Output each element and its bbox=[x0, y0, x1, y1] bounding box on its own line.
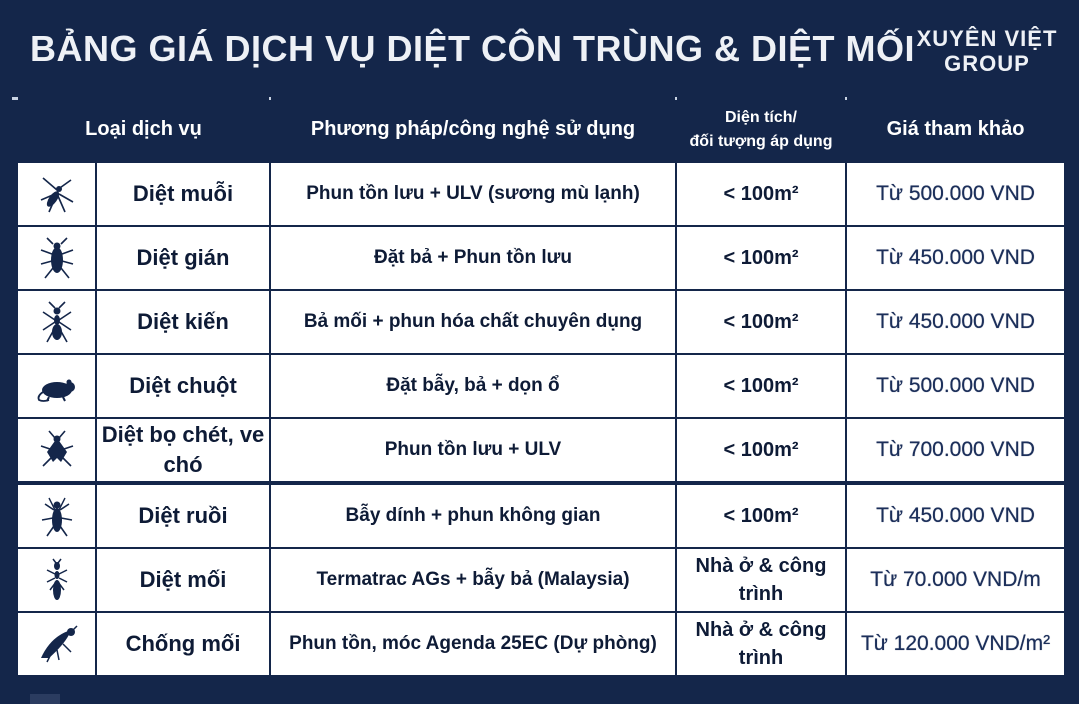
service-method: Termatrac AGs + bẫy bả (Malaysia) bbox=[316, 569, 630, 590]
service-area: < 100m² bbox=[723, 375, 799, 397]
service-area: < 100m² bbox=[723, 183, 799, 205]
column-divider bbox=[95, 291, 97, 353]
winged-termite-icon bbox=[18, 613, 95, 675]
cockroach-icon bbox=[18, 227, 95, 289]
service-area: < 100m² bbox=[723, 505, 799, 527]
service-price: Từ 500.000 VND bbox=[876, 374, 1035, 397]
column-divider bbox=[269, 613, 271, 675]
service-method: Bả mối + phun hóa chất chuyên dụng bbox=[303, 311, 643, 332]
column-divider bbox=[675, 163, 677, 225]
table-row bbox=[18, 419, 1064, 481]
column-divider bbox=[95, 355, 97, 417]
table-row bbox=[18, 355, 1064, 417]
header-area bbox=[677, 97, 845, 162]
column-divider bbox=[675, 227, 677, 289]
column-divider bbox=[675, 291, 677, 353]
rat-icon bbox=[18, 355, 95, 417]
flea-icon bbox=[18, 419, 95, 481]
service-area: Nhà ở & công trình bbox=[695, 619, 827, 669]
table-row bbox=[18, 291, 1064, 353]
price-table bbox=[12, 97, 1064, 676]
service-name: Chống mối bbox=[125, 631, 241, 656]
termite-icon bbox=[18, 549, 95, 611]
service-price: Từ 500.000 VND bbox=[876, 182, 1035, 205]
service-name: Diệt kiến bbox=[137, 309, 229, 334]
service-name: Diệt ruồi bbox=[138, 503, 228, 528]
service-method: Phun tồn lưu + ULV bbox=[384, 439, 562, 460]
service-name: Diệt chuột bbox=[129, 373, 237, 398]
column-divider bbox=[95, 163, 97, 225]
column-divider bbox=[845, 419, 847, 481]
column-divider bbox=[269, 485, 271, 547]
service-method: Phun tồn lưu + ULV (sương mù lạnh) bbox=[306, 183, 640, 204]
page-title: BẢNG GIÁ DỊCH VỤ DIỆT CÔN TRÙNG & DIỆT MỐI bbox=[30, 28, 915, 69]
header-service: Loại dịch vụ bbox=[18, 97, 269, 162]
column-divider bbox=[845, 613, 847, 675]
table-row bbox=[18, 613, 1064, 675]
column-divider bbox=[675, 419, 677, 481]
service-area: < 100m² bbox=[723, 311, 799, 333]
header-price: Giá tham khảo bbox=[847, 97, 1064, 162]
footer-fragment bbox=[30, 694, 60, 704]
table-row bbox=[18, 485, 1064, 547]
service-price: Từ 120.000 VND/m² bbox=[860, 632, 1051, 655]
column-divider bbox=[845, 227, 847, 289]
column-divider bbox=[675, 549, 677, 611]
column-divider bbox=[845, 163, 847, 225]
column-divider bbox=[95, 227, 97, 289]
service-price: Từ 450.000 VND bbox=[876, 310, 1035, 333]
column-divider bbox=[95, 549, 97, 611]
service-name: Diệt gián bbox=[136, 245, 230, 270]
service-price: Từ 700.000 VND bbox=[876, 438, 1035, 461]
column-divider bbox=[675, 485, 677, 547]
column-divider bbox=[845, 485, 847, 547]
header-area-line-2: đối tượng áp dụng bbox=[689, 132, 833, 150]
fly-icon bbox=[18, 485, 95, 547]
brand-logo bbox=[912, 26, 1062, 76]
column-divider bbox=[95, 419, 97, 481]
column-divider bbox=[845, 549, 847, 611]
service-price: Từ 450.000 VND bbox=[876, 246, 1035, 269]
column-divider bbox=[845, 291, 847, 353]
service-method: Bẫy dính + phun không gian bbox=[345, 505, 601, 526]
service-area: Nhà ở & công trình bbox=[695, 555, 827, 605]
header-area-line-1: Diện tích/ bbox=[724, 108, 797, 126]
brand-line-2: GROUP bbox=[944, 51, 1030, 76]
service-method: Đặt bẫy, bả + dọn ổ bbox=[386, 375, 560, 396]
service-name: Diệt muỗi bbox=[132, 181, 234, 206]
column-divider bbox=[269, 549, 271, 611]
service-price: Từ 450.000 VND bbox=[876, 504, 1035, 527]
column-divider bbox=[269, 355, 271, 417]
service-area: < 100m² bbox=[723, 439, 799, 461]
table-row bbox=[18, 549, 1064, 611]
column-divider bbox=[675, 355, 677, 417]
column-divider bbox=[269, 291, 271, 353]
service-name: Diệt bọ chét, ve chó bbox=[101, 422, 265, 477]
column-divider bbox=[95, 485, 97, 547]
header-method: Phương pháp/công nghệ sử dụng bbox=[271, 97, 675, 162]
service-name: Diệt mối bbox=[139, 567, 227, 592]
table-row bbox=[18, 163, 1064, 225]
brand-line-1: XUYÊN VIỆT bbox=[916, 26, 1058, 51]
service-area: < 100m² bbox=[723, 247, 799, 269]
column-divider bbox=[269, 163, 271, 225]
table-row bbox=[18, 227, 1064, 289]
column-divider bbox=[675, 613, 677, 675]
service-price: Từ 70.000 VND/m bbox=[870, 568, 1041, 591]
service-method: Phun tồn, móc Agenda 25EC (Dự phòng) bbox=[289, 633, 657, 654]
column-divider bbox=[95, 613, 97, 675]
ant-icon bbox=[18, 291, 95, 353]
column-divider bbox=[269, 419, 271, 481]
mosquito-icon bbox=[18, 163, 95, 225]
service-method: Đặt bả + Phun tồn lưu bbox=[374, 247, 572, 268]
column-divider bbox=[269, 227, 271, 289]
column-divider bbox=[845, 355, 847, 417]
